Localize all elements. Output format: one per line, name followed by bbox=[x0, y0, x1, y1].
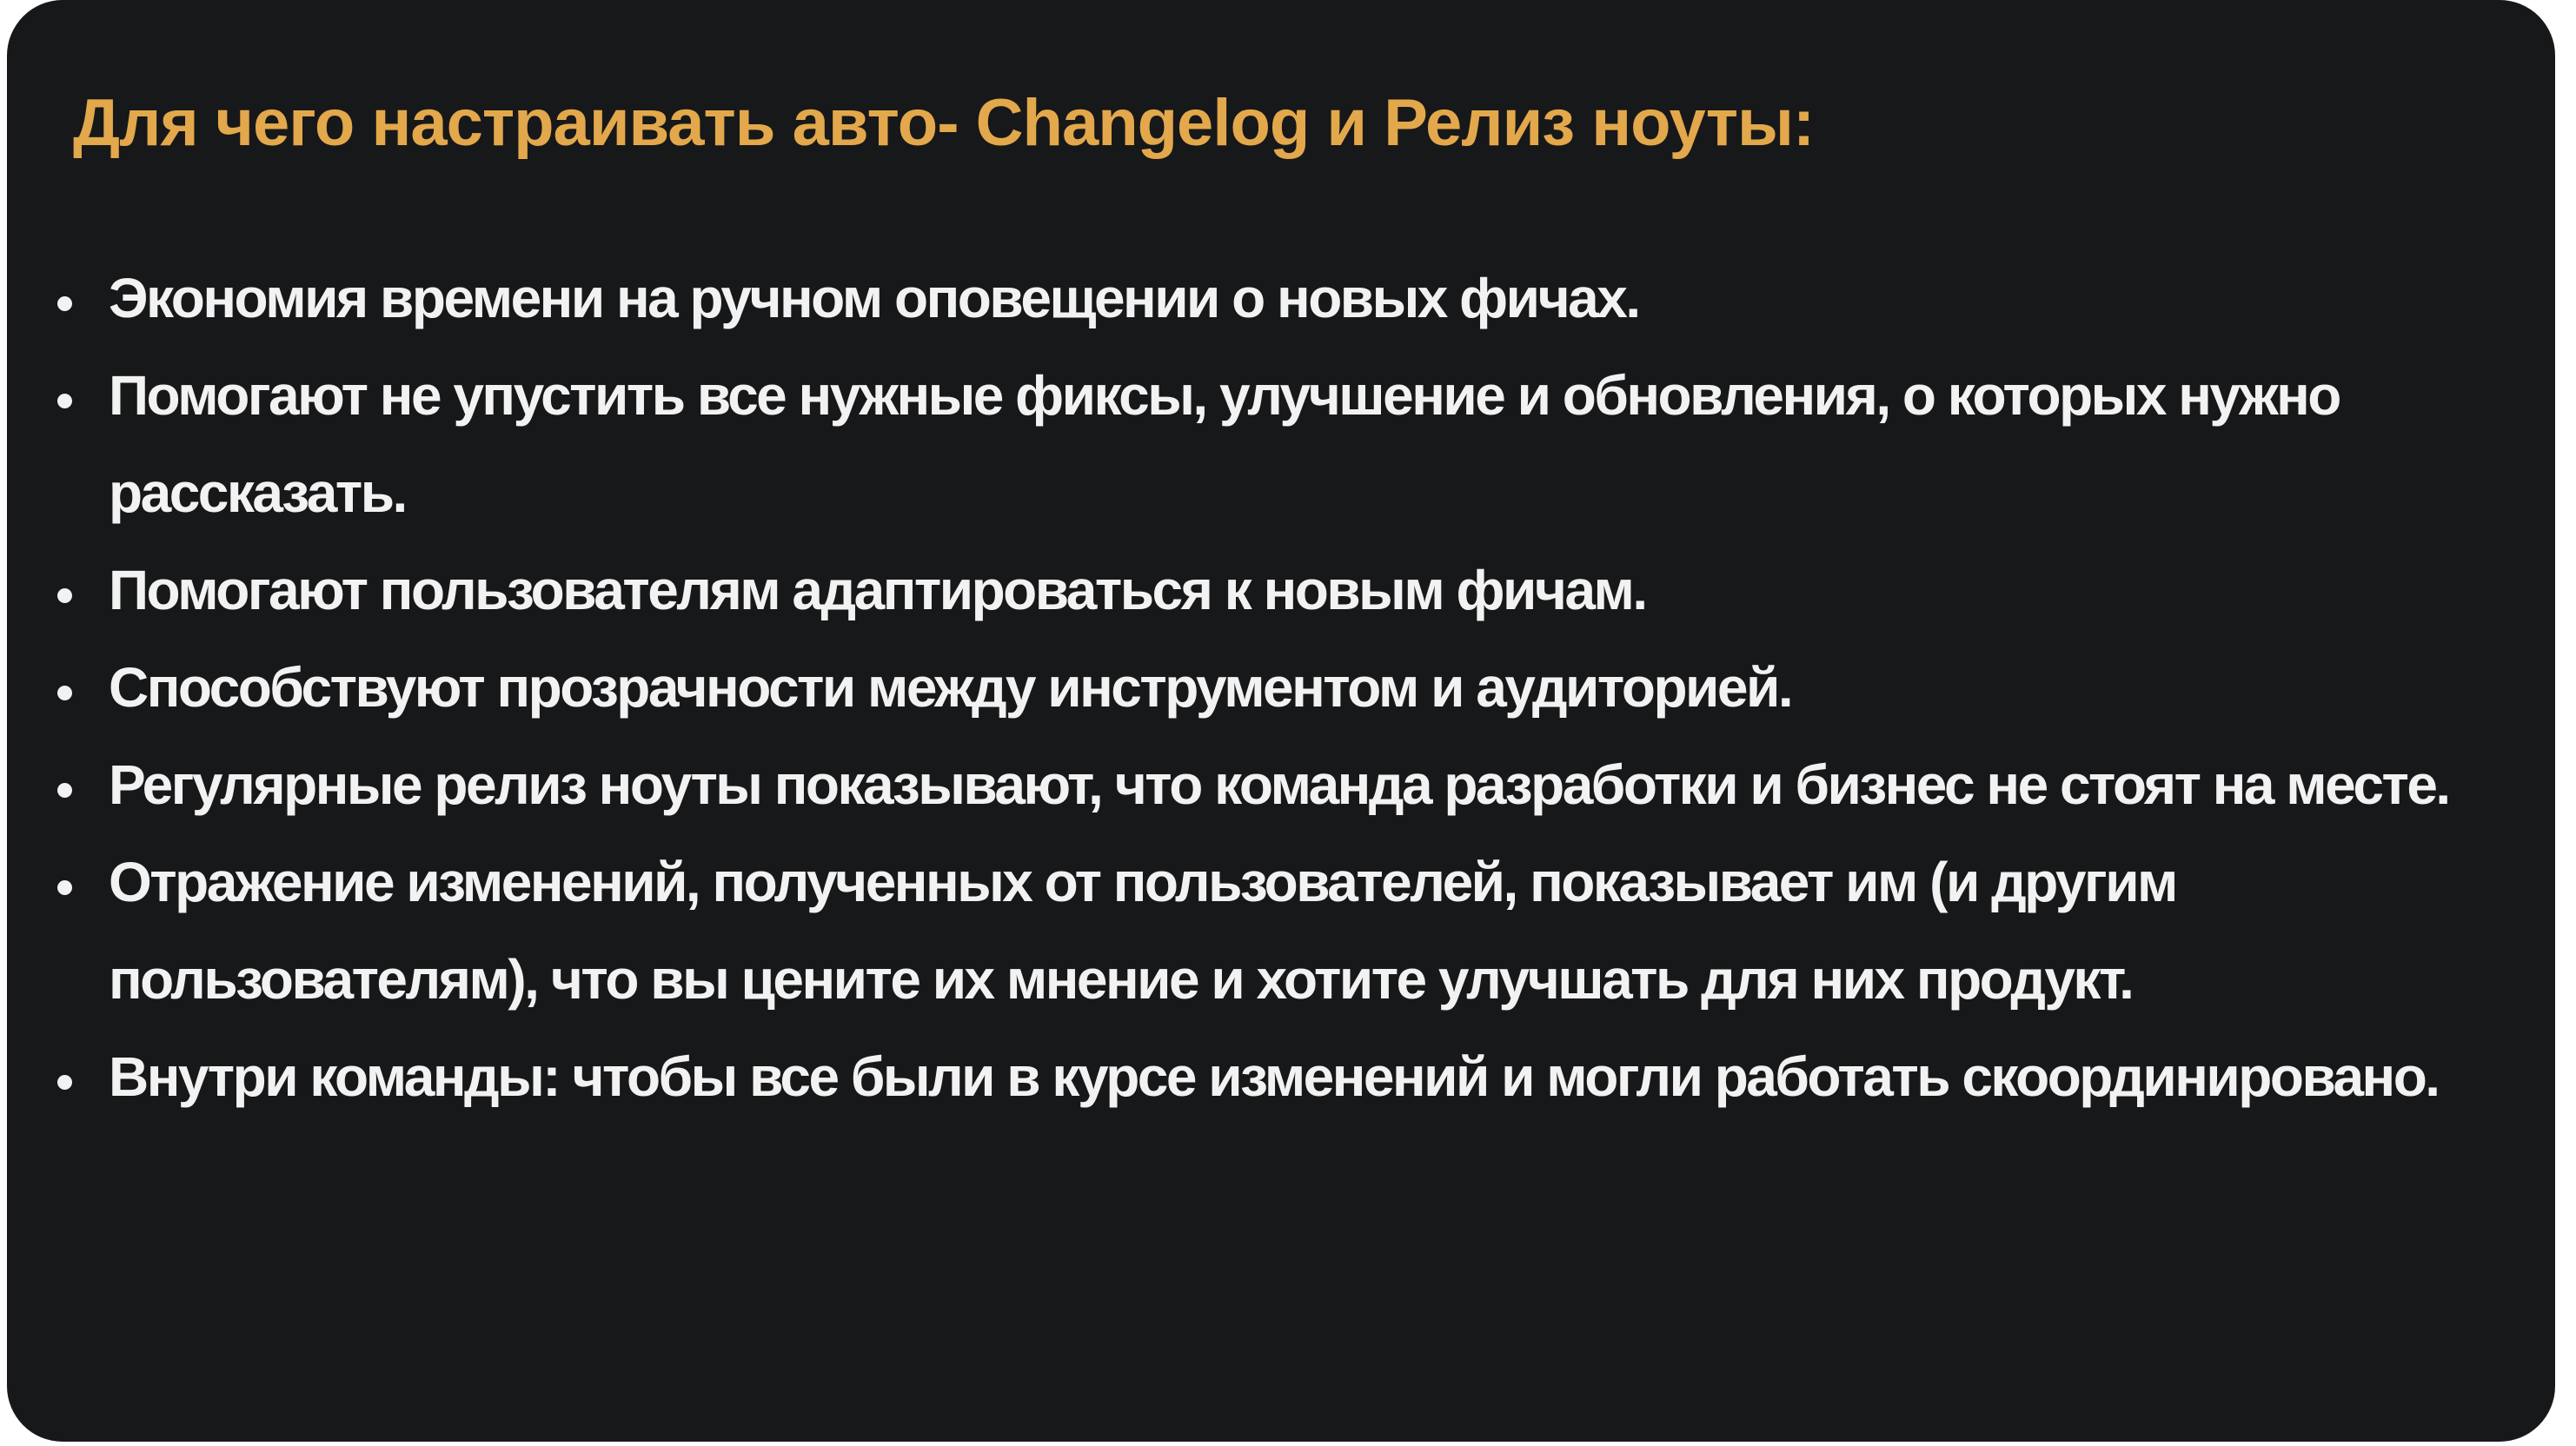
bullet-dot-icon bbox=[57, 588, 72, 603]
bullet-dot-icon bbox=[57, 296, 72, 311]
list-item-text: Помогают пользователям адаптироваться к новым фичам. bbox=[109, 559, 1646, 622]
list-item-text: Регулярные релиз ноуты показывают, что команда разработки и бизнес не стоят на месте. bbox=[109, 753, 2449, 817]
bullet-dot-icon bbox=[57, 783, 72, 798]
list-item-text: Экономия времени на ручном оповещении о новых фичах. bbox=[109, 267, 1639, 330]
list-item-text: Помогают не упустить все нужные фиксы, улучшение и обновления, о которых нужно рассказать. bbox=[109, 364, 2340, 525]
list-item bbox=[57, 249, 2512, 347]
bullet-dot-icon bbox=[57, 394, 72, 408]
list-item bbox=[57, 1028, 2512, 1125]
list-item bbox=[57, 639, 2512, 736]
bullet-dot-icon bbox=[57, 686, 72, 700]
list-item bbox=[57, 736, 2512, 833]
list-item-text: Отражение изменений, полученных от пользователей, показывает им (и другим пользователям), что вы цените их мнение и хотите улучшать для них продукт. bbox=[109, 851, 2176, 1012]
bullet-list bbox=[7, 249, 2555, 1125]
list-item bbox=[57, 833, 2512, 1028]
list-item bbox=[57, 541, 2512, 639]
bullet-dot-icon bbox=[57, 880, 72, 895]
list-item-text: Внутри команды: чтобы все были в курсе изменений и могли работать скоординировано. bbox=[109, 1045, 2439, 1109]
bullet-dot-icon bbox=[57, 1075, 72, 1090]
list-item-text: Способствуют прозрачности между инструментом и аудиторией. bbox=[109, 656, 1792, 720]
content-card bbox=[7, 0, 2555, 1442]
list-item bbox=[57, 347, 2512, 541]
page-title: Для чего настраивать авто- Changelog и Релиз ноуты: bbox=[73, 86, 1815, 160]
